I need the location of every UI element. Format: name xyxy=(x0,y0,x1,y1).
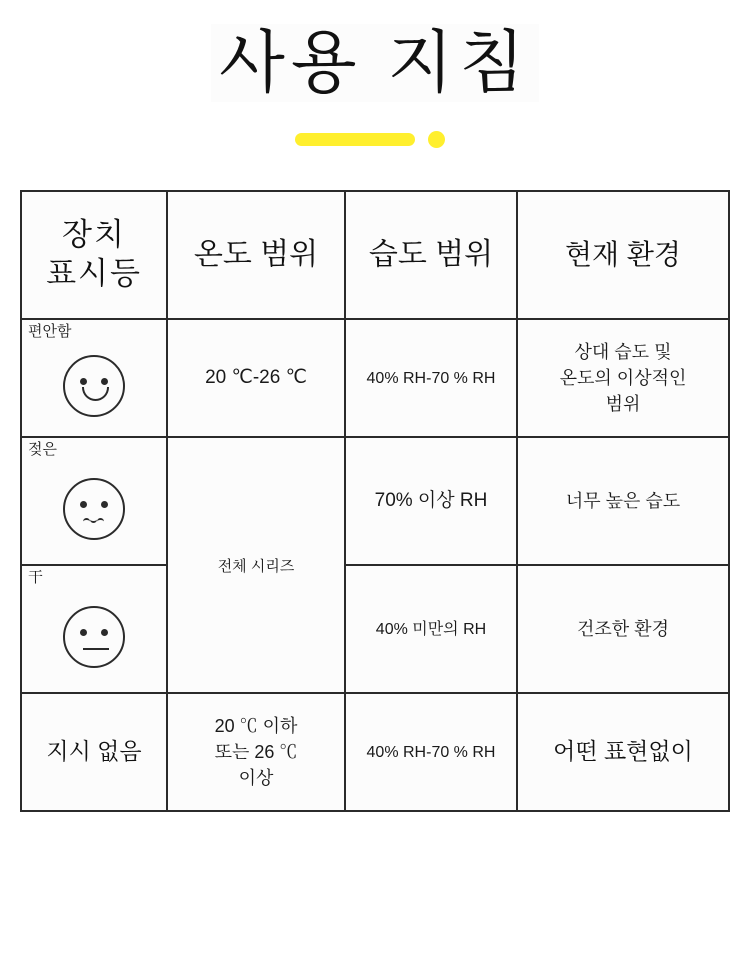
page-title: 사용 지침 xyxy=(211,24,539,102)
eye-left xyxy=(80,501,87,508)
humidity-value: 40% RH-70 % RH xyxy=(345,319,517,437)
status-cell-dry xyxy=(21,565,167,693)
table-row xyxy=(21,565,729,693)
accent-bar xyxy=(295,133,415,146)
eye-left xyxy=(80,378,87,385)
header-humidity: 습도 범위 xyxy=(345,191,517,319)
table-row xyxy=(21,693,729,811)
temperature-value xyxy=(167,693,345,811)
status-label: 干 xyxy=(28,569,44,587)
header-indicator-line1: 장치 xyxy=(62,217,126,253)
header-environment: 현재 환경 xyxy=(517,191,729,319)
temperature-line2: 또는 26 ℃ xyxy=(214,742,298,763)
status-label: 편안함 xyxy=(28,323,72,341)
humidity-value: 40% 미만의 RH xyxy=(345,565,517,693)
usage-guide-table xyxy=(20,190,730,812)
wavy-mouth-face-icon xyxy=(63,478,125,540)
eye-right xyxy=(101,378,108,385)
mouth-smile xyxy=(82,387,109,401)
environment-line1: 상대 습도 및 xyxy=(574,342,672,363)
mouth-flat xyxy=(83,648,109,650)
eye-right xyxy=(101,501,108,508)
environment-line2: 온도의 이상적인 xyxy=(559,368,687,389)
temperature-line3: 이상 xyxy=(238,768,274,789)
status-cell-wet xyxy=(21,437,167,565)
header-indicator-line2: 표시등 xyxy=(46,256,142,292)
table-row xyxy=(21,319,729,437)
status-label: 젖은 xyxy=(28,441,57,459)
smiley-face-icon xyxy=(63,355,125,417)
eye-right xyxy=(101,629,108,636)
header-indicator xyxy=(21,191,167,319)
environment-value: 너무 높은 습도 xyxy=(517,437,729,565)
status-cell-none: 지시 없음 xyxy=(21,693,167,811)
title-accent-decoration xyxy=(295,130,455,148)
humidity-value: 70% 이상 RH xyxy=(345,437,517,565)
neutral-face-icon xyxy=(63,606,125,668)
guide-table-container xyxy=(20,190,730,812)
temperature-value-all-series: 전체 시리즈 xyxy=(167,437,345,693)
environment-value: 어떤 표현없이 xyxy=(517,693,729,811)
table-header-row xyxy=(21,191,729,319)
environment-value xyxy=(517,319,729,437)
environment-value: 건조한 환경 xyxy=(517,565,729,693)
header-temperature: 온도 범위 xyxy=(167,191,345,319)
humidity-value: 40% RH-70 % RH xyxy=(345,693,517,811)
accent-dot xyxy=(428,131,445,148)
mouth-wavy xyxy=(83,518,109,524)
environment-line3: 범위 xyxy=(605,394,641,415)
eye-left xyxy=(80,629,87,636)
temperature-line1: 20 ℃ 이하 xyxy=(214,716,298,737)
status-cell-comfort xyxy=(21,319,167,437)
temperature-value: 20 ℃-26 ℃ xyxy=(167,319,345,437)
title-container xyxy=(0,0,750,102)
table-row xyxy=(21,437,729,565)
